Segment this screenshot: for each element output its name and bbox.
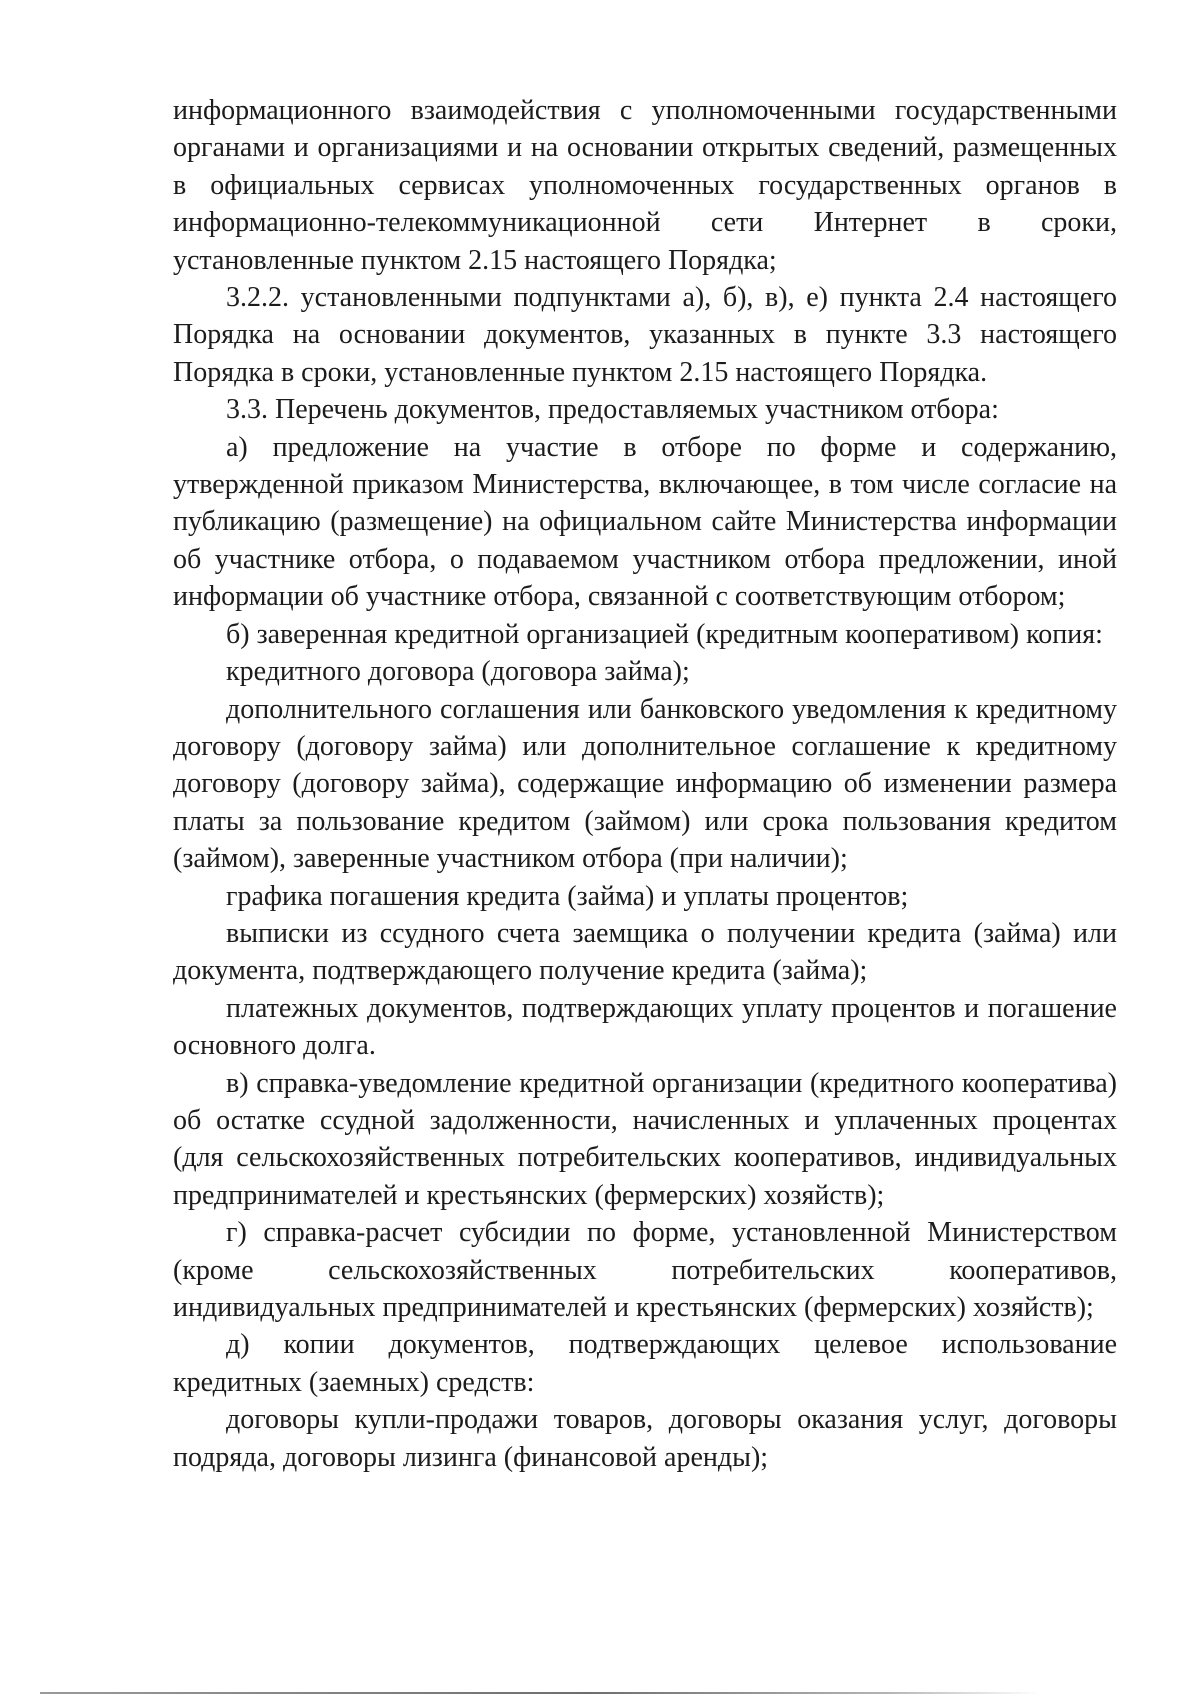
sub-item-payment-documents: платежных документов, подтверждающих уплату процентов и погашение основного долга. [173,992,1117,1062]
paragraph-continuation: информационного взаимодействия с уполномоченными государственными органами и организациями и на основании открытых сведений, размещенных в официальных сервисах уполномоченных государственных органов в информационно-телекоммуникационной сети Интернет в сроки, установленные пунктом 2.15 настоящего Порядка; [173,95,1117,276]
list-item-d: д) копии документов, подтверждающих целевое использование кредитных (заемных) средств: [173,1329,1117,1398]
document-body [173,92,1117,1476]
list-item-b: б) заверенная кредитной организацией (кредитным кооперативом) копия: [226,618,1103,650]
list-item-a: а) предложение на участие в отборе по форме и содержанию, утвержденной приказом Министерства, включающее, в том числе согласие на публикацию (размещение) на официальном сайте Министерства информации об участнике отбора, о подаваемом участником отбора предложении, иной информации об участнике отбора, связанной с соответствующим отбором; [173,431,1117,613]
sub-item-additional-agreement: дополнительного соглашения или банковского уведомления к кредитному договору (договору займа) или дополнительное соглашение к кредитному договору (договору займа), содержащие информацию об изменении размера платы за пользование кредитом (займом) или срока пользования кредитом (займом), заверенные участником отбора (при наличии); [173,693,1117,875]
sub-item-loan-account-statement: выписки из ссудного счета заемщика о получении кредита (займа) или документа, подтверждающего получение кредита (займа); [173,917,1117,987]
paragraph-3-2-2: 3.2.2. установленными подпунктами а), б), в), е) пункта 2.4 настоящего Порядка на основании документов, указанных в пункте 3.3 настоящего Порядка в сроки, установленные пунктом 2.15 настоящего Порядка. [173,282,1117,388]
sub-item-credit-agreement: кредитного договора (договора займа); [226,656,690,688]
page-bottom-rule [40,1692,1040,1694]
sub-item-contracts: договоры купли-продажи товаров, договоры оказания услуг, договоры подряда, договоры лизинга (финансовой аренды); [173,1404,1117,1473]
list-item-v: в) справка-уведомление кредитной организации (кредитного кооператива) об остатке ссудной задолженности, начисленных и уплаченных процентах (для сельскохозяйственных потребительских кооперативов, индивидуальных предпринимателей и крестьянских (фермерских) хозяйств); [173,1067,1117,1211]
list-item-g: г) справка-расчет субсидии по форме, установленной Министерством (кроме сельскохозяйственных потребительских кооперативов, индивидуальных предпринимателей и крестьянских (фермерских) хозяйств); [173,1217,1117,1323]
sub-item-repayment-schedule: графика погашения кредита (займа) и уплаты процентов; [226,880,909,912]
paragraph-3-3: 3.3. Перечень документов, предоставляемых участником отбора: [226,394,999,426]
